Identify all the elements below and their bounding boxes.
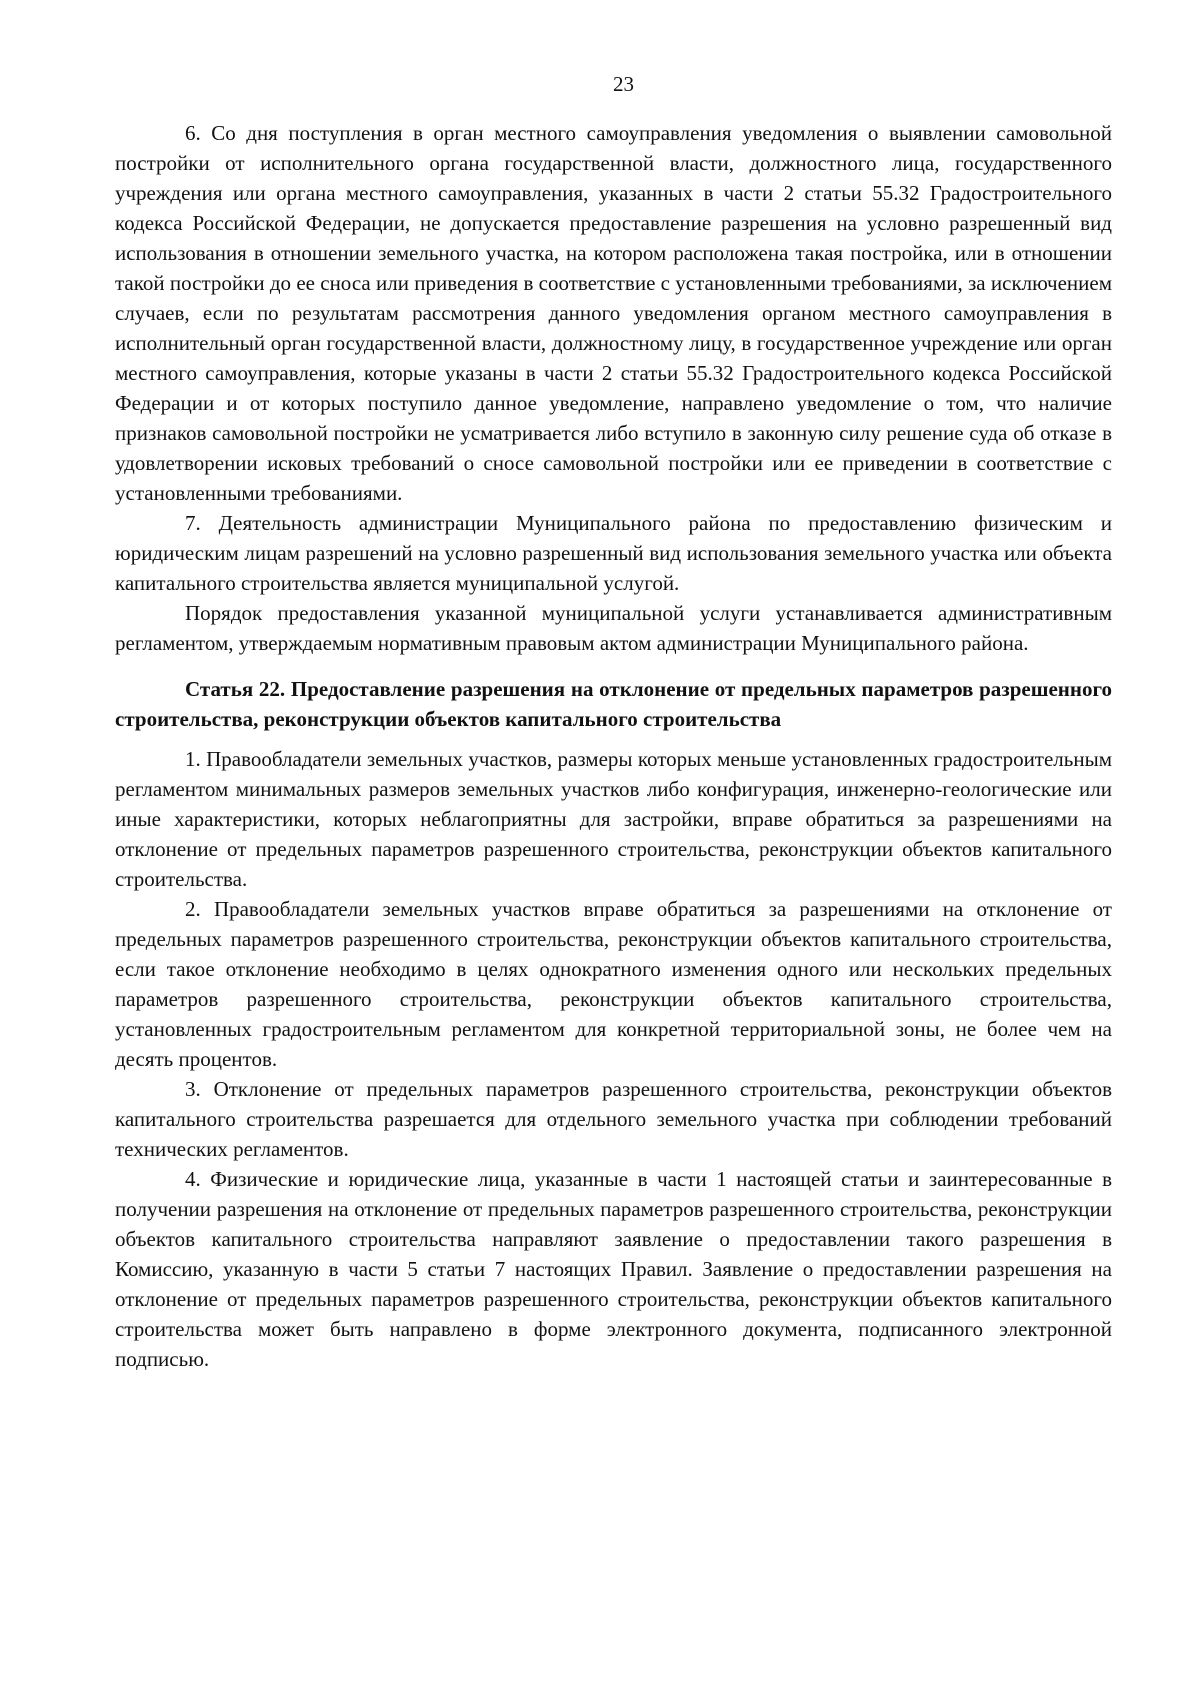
article-22-heading: Статья 22. Предоставление разрешения на отклонение от предельных параметров разрешенного строительства, реконструкции объектов капитального строительства [115, 677, 1112, 731]
page-number: 23 [613, 72, 634, 96]
article-22-paragraph-3: 3. Отклонение от предельных параметров разрешенного строительства, реконструкции объектов капитального строительства разрешается для отдельного земельного участка при соблюдении требований технических регламентов. [115, 1077, 1112, 1161]
article-22-paragraph-1: 1. Правообладатели земельных участков, размеры которых меньше установленных градостроительным регламентом минимальных размеров земельных участков либо конфигурация, инженерно-геологические или иные характеристики, которых неблагоприятны для застройки, вправе обратиться за разрешениями на отклонение от предельных параметров разрешенного строительства, реконструкции объектов капитального строительства. [115, 747, 1112, 891]
article-22-paragraph-4: 4. Физические и юридические лица, указанные в части 1 настоящей статьи и заинтересованные в получении разрешения на отклонение от предельных параметров разрешенного строительства, реконструкции объектов капитального строительства направляют заявление о предоставлении такого разрешения в Комиссию, указанную в части 5 статьи 7 настоящих Правил. Заявление о предоставлении разрешения на отклонение от предельных параметров разрешенного строительства, реконструкции объектов капитального строительства может быть направлено в форме электронного документа, подписанного электронной подписью. [115, 1167, 1112, 1371]
paragraph-procedure: Порядок предоставления указанной муниципальной услуги устанавливается административным регламентом, утверждаемым нормативным правовым актом администрации Муниципального района. [115, 601, 1112, 655]
article-22-paragraph-2: 2. Правообладатели земельных участков вправе обратиться за разрешениями на отклонение от предельных параметров разрешенного строительства, реконструкции объектов капитального строительства, если такое отклонение необходимо в целях однократного изменения одного или нескольких предельных параметров разрешенного строительства, реконструкции объектов капитального строительства, установленных градостроительным регламентом для конкретной территориальной зоны, не более чем на десять процентов. [115, 897, 1112, 1071]
paragraph-7: 7. Деятельность администрации Муниципального района по предоставлению физическим и юридическим лицам разрешений на условно разрешенный вид использования земельного участка или объекта капитального строительства является муниципальной услугой. [115, 511, 1112, 595]
paragraph-6: 6. Со дня поступления в орган местного самоуправления уведомления о выявлении самовольной постройки от исполнительного органа государственной власти, должностного лица, государственного учреждения или органа местного самоуправления, указанных в части 2 статьи 55.32 Градостроительного кодекса Российской Федерации, не допускается предоставление разрешения на условно разрешенный вид использования в отношении земельного участка, на котором расположена такая постройка, или в отношении такой постройки до ее сноса или приведения в соответствие с установленными требованиями, за исключением случаев, если по результатам рассмотрения данного уведомления органом местного самоуправления в исполнительный орган государственной власти, должностному лицу, в государственное учреждение или орган местного самоуправления, которые указаны в части 2 статьи 55.32 Градостроительного кодекса Российской Федерации и от которых поступило данное уведомление, направлено уведомление о том, что наличие признаков самовольной постройки не усматривается либо вступило в законную силу решение суда об отказе в удовлетворении исковых требований о сносе самовольной постройки или ее приведении в соответствие с установленными требованиями. [115, 121, 1112, 505]
